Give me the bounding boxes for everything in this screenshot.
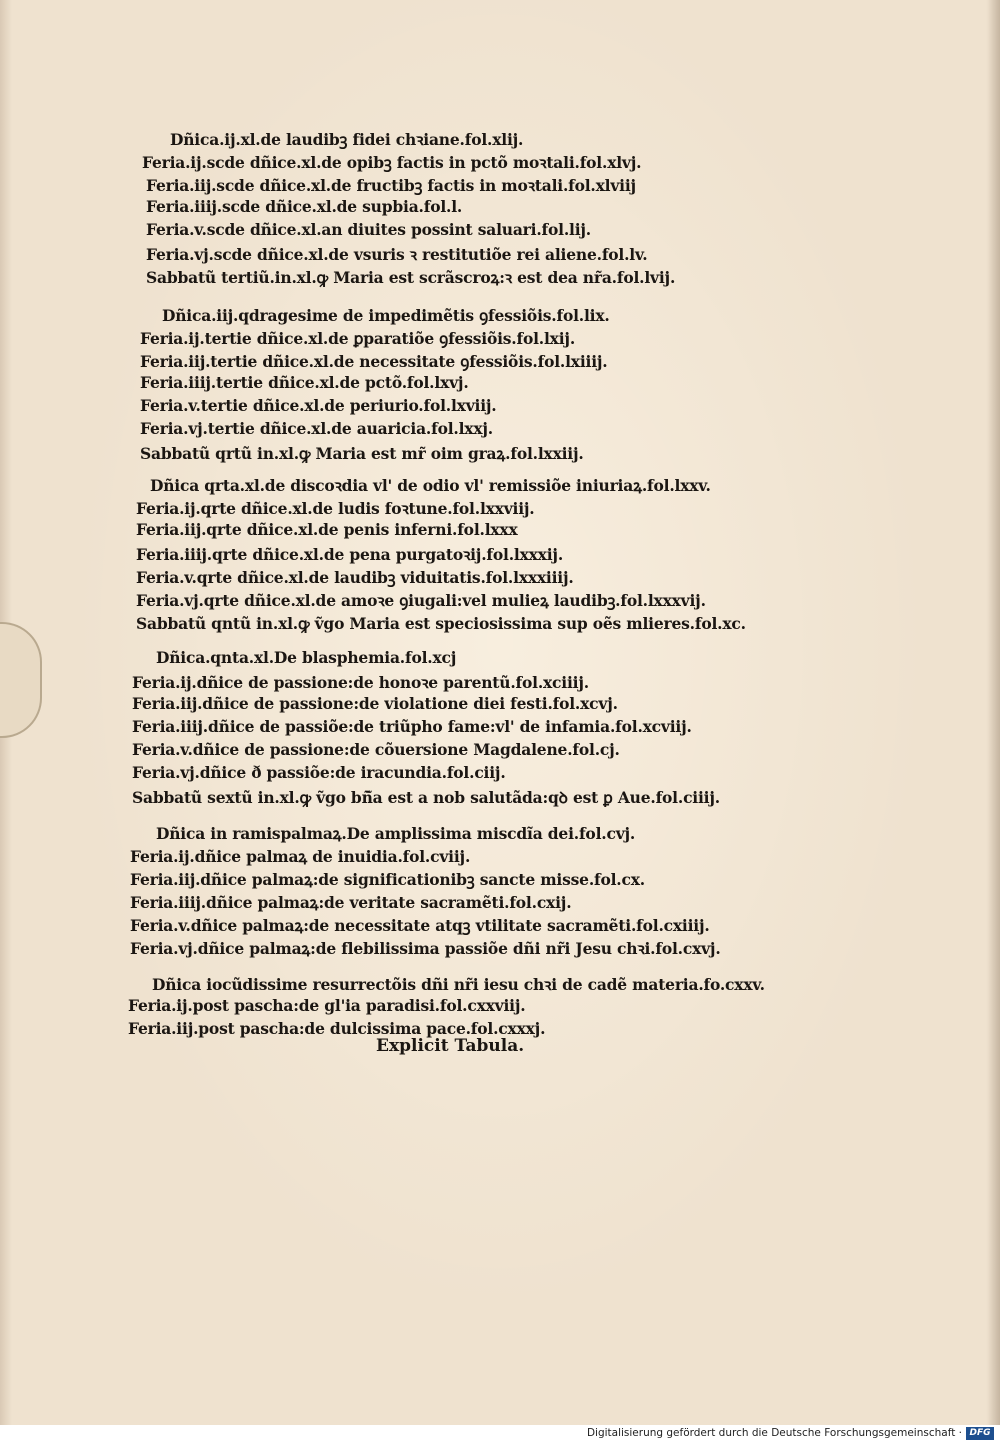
toc-line: Feria.ij.dñice de passione:de honoꝛe parentũ.fol.xciiij. [132,673,589,692]
toc-line: Sabbatũ qrtũ in.xl.ꝙ Maria est mr̃ oim graꝝ.fol.lxxiij. [140,444,584,463]
toc-line: Feria.ij.post pascha:de gl'ia paradisi.fol.cxxviij. [128,996,526,1015]
toc-line: Feria.iij.dñice palmaꝝ:de significationibꝫ sancte misse.fol.cx. [130,870,645,889]
toc-line: Feria.iiij.tertie dñice.xl.de pctõ.fol.lxvj. [140,373,469,392]
toc-line: Feria.iiij.dñice de passiõe:de triũpho fame:vl' de infamia.fol.xcviij. [132,717,692,736]
toc-line: Feria.iiij.dñice palmaꝝ:de veritate sacramẽti.fol.cxij. [130,893,572,912]
toc-line: Feria.iiij.qrte dñice.xl.de pena purgatoꝛij.fol.lxxxij. [136,545,564,564]
toc-line: Dñica.qnta.xl.De blasphemia.fol.xcj [156,648,457,667]
toc-line: Feria.v.scde dñice.xl.an diuites possint saluari.fol.lij. [146,220,592,239]
toc-line: Feria.iij.dñice de passione:de violatione diei festi.fol.xcvj. [132,694,618,713]
toc-line: Feria.v.qrte dñice.xl.de laudibꝫ viduitatis.fol.lxxxiiij. [136,568,574,587]
toc-line: Dñica in ramispalmaꝝ.De amplissima miscdĩa dei.fol.cvj. [156,824,636,843]
toc-line: Feria.vj.dñice ð passiõe:de iracundia.fol.ciij. [132,763,506,782]
dfg-logo: DFG [966,1427,994,1440]
toc-line: Feria.vj.scde dñice.xl.de vsuris ꝛ restitutiõe rei aliene.fol.lv. [146,245,648,264]
explicit-tabula: Explicit Tabula. [376,1036,525,1056]
toc-line: Feria.iij.qrte dñice.xl.de penis inferni.fol.lxxx [136,520,518,539]
toc-line: Feria.v.tertie dñice.xl.de periurio.fol.lxviij. [140,396,497,415]
toc-line: Feria.ij.scde dñice.xl.de opibꝫ factis in pctõ moꝛtali.fol.xlvj. [142,153,642,172]
toc-line: Feria.vj.dñice palmaꝝ:de flebilissima passiõe dñi nr̃i Jesu chꝛi.fol.cxvj. [130,939,721,958]
toc-line: Dñica.iij.qdragesime de impedimẽtis ꝯfessiõis.fol.lix. [162,306,610,325]
toc-line: Sabbatũ qntũ in.xl.ꝙ ṽgo Maria est speciosissima sup oẽs mlieres.fol.xc. [136,614,746,633]
toc-line: Dñica.ij.xl.de laudibꝫ fidei chꝛiane.fol.xlij. [170,130,524,149]
toc-line: Feria.ij.tertie dñice.xl.de ꝑparatiõe ꝯfessiõis.fol.lxij. [140,329,576,348]
toc-line: Feria.v.dñice palmaꝝ:de necessitate atqꝫ vtilitate sacramẽti.fol.cxiiij. [130,916,710,935]
toc-line: Feria.iij.tertie dñice.xl.de necessitate ꝯfessiõis.fol.lxiiij. [140,352,608,371]
toc-line: Feria.vj.qrte dñice.xl.de amoꝛe ꝯiugali:vel mulieꝝ laudibꝫ.fol.lxxxvij. [136,591,706,610]
footer-bar [0,1425,1000,1443]
toc-line: Feria.vj.tertie dñice.xl.de auaricia.fol.lxxj. [140,419,493,438]
toc-line: Feria.ij.dñice palmaꝝ de inuidia.fol.cviij. [130,847,471,866]
toc-line: Feria.v.dñice de passione:de cõuersione Magdalene.fol.cj. [132,740,620,759]
toc-line: Feria.iij.post pascha:de dulcissima pace.fol.cxxxj. [128,1019,546,1038]
funding-credit: Digitalisierung gefördert durch die Deutsche Forschungsgemeinschaft · [586,1427,962,1439]
toc-line: Feria.ij.qrte dñice.xl.de ludis foꝛtune.fol.lxxviij. [136,499,535,518]
toc-line: Feria.iiij.scde dñice.xl.de supbia.fol.l. [146,197,463,216]
toc-line: Sabbatũ tertiũ.in.xl.ꝙ Maria est scrãscroꝝ:ꝛ est dea nr̃a.fol.lvij. [146,268,676,287]
toc-line: Dñica qrta.xl.de discoꝛdia vl' de odio vl' remissiõe iniuriaꝝ.fol.lxxv. [150,476,711,495]
toc-line: Feria.iij.scde dñice.xl.de fructibꝫ factis in moꝛtali.fol.xlviij [146,176,636,195]
toc-line: Sabbatũ sextũ in.xl.ꝙ ṽgo bñ̃a est a nob salutãda:qꝺ est ꝑ Aue.fol.ciiij. [132,788,720,807]
toc-line: Dñica iocũdissime resurrectõis dñi nr̃i iesu chꝛi de cadẽ materia.fo.cxxv. [152,975,765,994]
